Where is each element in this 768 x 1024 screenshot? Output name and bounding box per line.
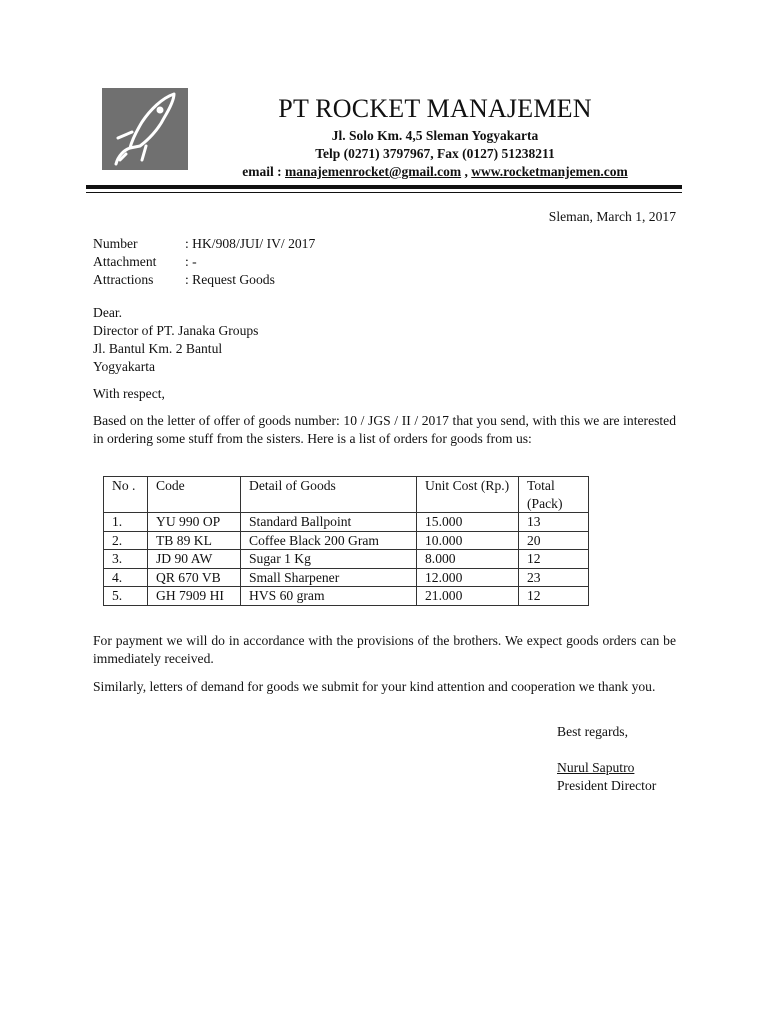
header-detail: Detail of Goods (241, 477, 417, 513)
meta-value: : HK/908/JUI/ IV/ 2017 (185, 236, 316, 251)
signatory-title: President Director (557, 778, 657, 793)
meta-label: Attachment (93, 254, 157, 269)
cell-code: GH 7909 HI (148, 587, 241, 606)
company-address: Jl. Solo Km. 4,5 Sleman Yogyakarta (331, 128, 539, 143)
cell-no: 1. (104, 513, 148, 532)
header-no: No . (104, 477, 148, 513)
cell-no: 2. (104, 531, 148, 550)
regards: Best regards, (557, 724, 628, 739)
meta-label: Attractions (93, 272, 154, 287)
company-logo (102, 88, 188, 170)
cell-detail: Coffee Black 200 Gram (241, 531, 417, 550)
header-total: Total (Pack) (519, 477, 589, 513)
website-link[interactable]: www.rocketmanjemen.com (471, 164, 628, 179)
closing-paragraph: Similarly, letters of demand for goods we submit for your kind attention and cooperation we thank you. (93, 679, 656, 694)
cell-cost: 10.000 (417, 531, 519, 550)
letterhead-rule-thick (86, 185, 682, 189)
table-header-row (104, 477, 589, 513)
cell-no: 4. (104, 568, 148, 587)
cell-cost: 12.000 (417, 568, 519, 587)
cell-no: 3. (104, 550, 148, 569)
meta-value: : - (185, 254, 197, 269)
recipient-block (93, 304, 258, 376)
cell-detail: Small Sharpener (241, 568, 417, 587)
company-contact-line (200, 164, 670, 180)
signatory-name: Nurul Saputro (557, 760, 635, 775)
cell-total: 12 (519, 550, 589, 569)
payment-paragraph: For payment we will do in accordance with the provisions of the brothers. We expect goods orders can be immediately received. (93, 633, 676, 666)
cell-detail: HVS 60 gram (241, 587, 417, 606)
email-link[interactable]: manajemenrocket@gmail.com (285, 164, 462, 179)
cell-cost: 8.000 (417, 550, 519, 569)
cell-cost: 21.000 (417, 587, 519, 606)
letter-date: Sleman, March 1, 2017 (548, 209, 676, 224)
recipient-line: Jl. Bantul Km. 2 Bantul (93, 341, 223, 356)
recipient-line: Yogyakarta (93, 359, 156, 374)
greeting: Dear. (93, 305, 123, 320)
meta-attachment (93, 253, 197, 271)
meta-label: Number (93, 236, 138, 251)
cell-total: 12 (519, 587, 589, 606)
cell-cost: 15.000 (417, 513, 519, 532)
contact-separator: , (464, 164, 468, 179)
cell-code: YU 990 OP (148, 513, 241, 532)
rocket-icon (102, 88, 188, 170)
cell-no: 5. (104, 587, 148, 606)
cell-total: 23 (519, 568, 589, 587)
opening: With respect, (93, 386, 165, 401)
cell-code: JD 90 AW (148, 550, 241, 569)
cell-detail: Standard Ballpoint (241, 513, 417, 532)
cell-detail: Sugar 1 Kg (241, 550, 417, 569)
meta-value: : Request Goods (185, 272, 275, 287)
cell-code: TB 89 KL (148, 531, 241, 550)
company-name: PT ROCKET MANAJEMEN (278, 94, 592, 123)
table-row (104, 531, 589, 550)
letterhead-rule-thin (86, 192, 682, 193)
intro-paragraph: Based on the letter of offer of goods number: 10 / JGS / II / 2017 that you send, with this we are interested in ordering some stuff from the sisters. Here is a list of orders for goods from us: (93, 413, 676, 446)
meta-attractions (93, 271, 275, 289)
header-unit-cost: Unit Cost (Rp.) (417, 477, 519, 513)
cell-total: 20 (519, 531, 589, 550)
table-row (104, 587, 589, 606)
cell-total: 13 (519, 513, 589, 532)
cell-code: QR 670 VB (148, 568, 241, 587)
meta-number (93, 235, 315, 253)
goods-table (103, 476, 589, 606)
email-label: email : (242, 164, 282, 179)
table-row (104, 568, 589, 587)
company-phone-fax: Telp (0271) 3797967, Fax (0127) 51238211 (315, 146, 555, 161)
table-row (104, 550, 589, 569)
table-row (104, 513, 589, 532)
recipient-line: Director of PT. Janaka Groups (93, 323, 259, 338)
header-code: Code (148, 477, 241, 513)
